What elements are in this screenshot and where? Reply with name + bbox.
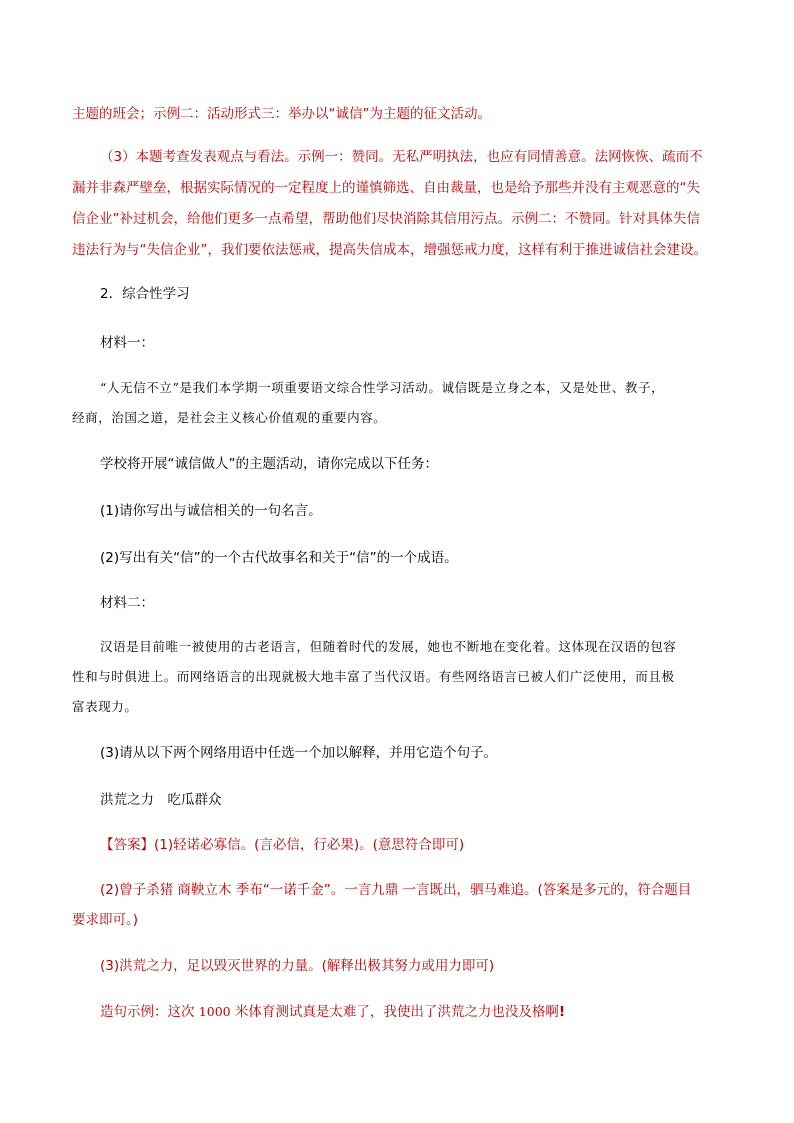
question-3: (3)请从以下两个网络用语中任选一个加以解释，并用它造个句子。 [100, 745, 498, 761]
material1-label: 材料一： [100, 335, 154, 351]
answer-part3-line2: 漏并非森严壁垒，根据实际情况的一定程度上的谨慎筛选、自由裁量，也是给予那些并没有主观恶意的“失 [72, 180, 700, 196]
example-number: 1000 [198, 1004, 231, 1019]
example-end-mark: ! [558, 1004, 566, 1020]
example-sentence [100, 1002, 565, 1022]
example-prefix: 造句示例：这次 [100, 1004, 195, 1020]
material2-text-line1: 汉语是目前唯一被使用的古老语言，但随着时代的发展，她也不断地在变化着。这体现在汉语的包容 [100, 639, 677, 654]
answer-1: (1)轻诺必寡信。(言必信，行必果)。(意思符合即可) [154, 837, 465, 853]
material2-label: 材料二： [100, 595, 154, 611]
answer-part3-line4: 违法行为与“失信企业”，我们要依法惩戒，提高失信成本，增强惩戒力度，这样有利于推进诚信社会建设。 [72, 242, 707, 258]
material2-text-line2: 性和与时俱进上。而网络语言的出现就极大地丰富了当代汉语。有些网络语言已被人们广泛使用，而且极 [72, 669, 675, 684]
example-suffix: 米体育测试真是太难了，我使出了洪荒之力也没及格啊 [234, 1004, 559, 1020]
answer-tag: 【答案】 [100, 837, 154, 853]
section-heading: 2．综合性学习 [100, 286, 190, 302]
material1-text-line1: “人无信不立”是我们本学期一项重要语文综合性学习活动。诚信既是立身之本，又是处世、教子， [100, 380, 665, 395]
answer-2-line2: 要求即可。) [72, 912, 139, 928]
answer-3: (3)洪荒之力，足以毁灭世界的力量。(解释出极其努力或用力即可) [100, 958, 495, 974]
answer-part3-line3: 信企业”补过机会，给他们更多一点希望，帮助他们尽快消除其信用污点。示例二：不赞同。针对具体失信 [72, 211, 700, 227]
task-intro: 学校将开展“诚信做人”的主题活动，请你完成以下任务： [100, 456, 438, 472]
answer-1-line [100, 835, 464, 855]
material2-text-line3: 富表现力。 [72, 699, 138, 714]
question-2: (2)写出有关“信”的一个古代故事名和关于“信”的一个成语。 [100, 550, 458, 566]
question-1: (1)请你写出与诚信相关的一句名言。 [100, 503, 322, 519]
answer-2-line1: (2)曾子杀猪 商鞅立木 季布“一诺千金”。一言九鼎 一言既出，驷马难追。(答案是多元的，符合题目 [100, 882, 692, 898]
answer-part3-line1: （3）本题考查发表观点与看法。示例一：赞同。无私严明执法，也应有同情善意。法网恢恢、疏而不 [100, 149, 703, 165]
network-terms: 洪荒之力 吃瓜群众 [100, 792, 222, 808]
material1-text-line2: 经商，治国之道，是社会主义核心价值观的重要内容。 [72, 410, 387, 425]
answer-part1-line: 主题的班会；示例二：活动形式三：举办以“诚信”为主题的征文活动。 [72, 106, 491, 122]
